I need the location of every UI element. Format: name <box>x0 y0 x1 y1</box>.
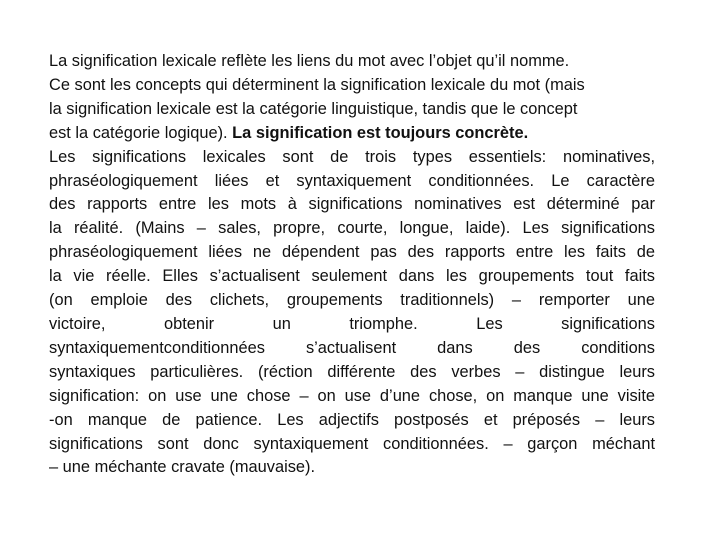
text-line-start: est la catégorie logique). <box>49 123 233 142</box>
text-line <box>49 122 655 146</box>
text-line: phraséologiquement liées et syntaxiquement conditionnées. Le caractère <box>49 171 655 190</box>
text-line: (on emploie des clichets, groupements traditionnels) – remporter une <box>49 291 655 310</box>
text-line: Les significations lexicales sont de trois types essentiels: nominatives, <box>49 147 655 166</box>
text-line: phraséologiquement liées ne dépendent pas des rapports entre les faits de <box>49 243 655 262</box>
text-line: – une méchante cravate (mauvaise). <box>49 458 316 477</box>
text-line: Ce sont les concepts qui déterminent la signification lexicale du mot (mais <box>49 75 585 94</box>
text-line: -on manque de patience. Les adjectifs postposés et préposés – leurs <box>49 410 655 429</box>
text-line: significations sont donc syntaxiquement conditionnées. – garçon méchant <box>49 434 655 453</box>
emphasis-sentence: La signification est toujours concrète. <box>232 123 529 142</box>
text-line: signification: on use une chose – on use d’une chose, on manque une visite <box>49 386 655 405</box>
text-line: syntaxiques particulières. (réction différente des verbes – distingue leurs <box>49 362 655 381</box>
slide-text-block <box>49 50 655 480</box>
text-line: La signification lexicale reflète les liens du mot avec l’objet qu’il nomme. <box>49 52 570 70</box>
text-line: la vie réelle. Elles s’actualisent seulement dans les groupements tout faits <box>49 267 655 286</box>
text-line: victoire, obtenir un triomphe. Les significations <box>49 314 655 333</box>
text-line: la réalité. (Mains – sales, propre, courte, longue, laide). Les significations <box>49 219 655 238</box>
text-line: la signification lexicale est la catégorie linguistique, tandis que le concept <box>49 99 578 118</box>
text-line: syntaxiquementconditionnées s’actualisent dans des conditions <box>49 338 655 357</box>
text-line: des rapports entre les mots à significations nominatives est déterminé par <box>49 195 655 214</box>
